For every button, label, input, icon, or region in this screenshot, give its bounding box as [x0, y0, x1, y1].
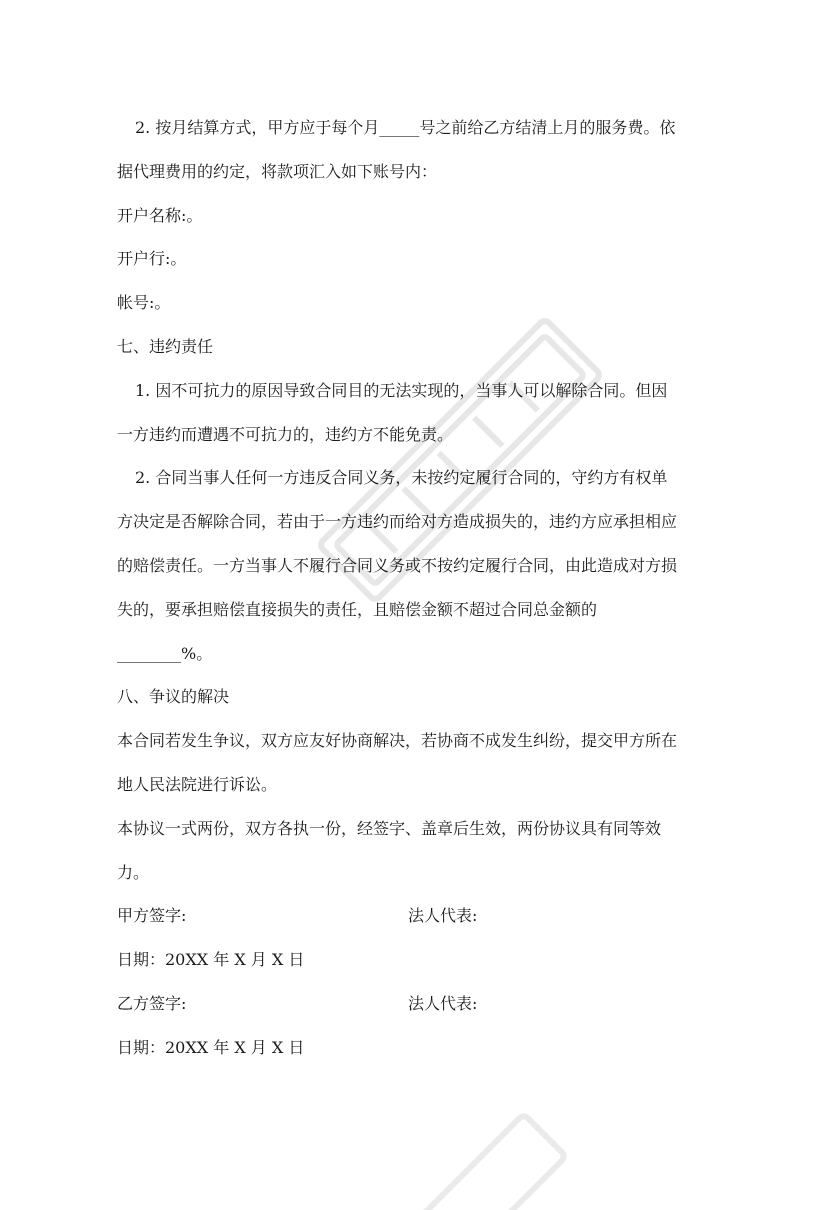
- party-b-sign-label: 乙方签字:: [117, 993, 187, 1013]
- watermark-logo-bottom: [330, 1090, 590, 1210]
- party-b-rep-label: 法人代表:: [408, 993, 478, 1013]
- sec6-item2-line2: 据代理费用的约定，将款项汇入如下账号内：: [117, 161, 438, 181]
- document-body: [117, 106, 717, 1070]
- account-number-field: 帐号:。: [117, 293, 171, 313]
- sec7-item2-line2: 方决定是否解除合同，若由于一方违约而给对方造成损失的，违约方应承担相应: [117, 512, 678, 532]
- party-a-sign-label: 甲方签字:: [117, 906, 187, 926]
- sec8-line1: 本合同若发生争议，双方应友好协商解决，若协商不成发生纠纷，提交甲方所在: [117, 731, 678, 751]
- sec8-line4: 力。: [117, 862, 150, 882]
- sec6-item2-line1: 2. 按月结算方式，甲方应于每个月_____号之前给乙方结清上月的服务费。依: [135, 118, 676, 137]
- sec7-item1-line1: 1. 因不可抗力的原因导致合同目的无法实现的，当事人可以解除合同。但因: [135, 380, 668, 400]
- sec7-item2-line4: 失的，要承担赔偿直接损失的责任，且赔偿金额不超过合同总金额的: [117, 599, 598, 619]
- party-a-date: 日期：20XX 年 X 月 X 日: [117, 950, 305, 970]
- party-a-rep-label: 法人代表:: [408, 906, 478, 926]
- sec7-item2-line1: 2. 合同当事人任何一方违反合同义务，未按约定履行合同的，守约方有权单: [135, 468, 668, 488]
- party-b-date: 日期：20XX 年 X 月 X 日: [117, 1037, 305, 1057]
- account-name-field: 开户名称:。: [117, 205, 203, 225]
- party-a-signature-row: [117, 894, 717, 938]
- sec8-line2: 地人民法院进行诉讼。: [117, 774, 278, 794]
- section-8-heading: 八、争议的解决: [117, 687, 230, 707]
- sec7-item1-line2: 一方违约而遭遇不可抗力的，违约方不能免责。: [117, 424, 454, 444]
- sec8-line3: 本协议一式两份，双方各执一份，经签字、盖章后生效，两份协议具有同等效: [117, 818, 662, 838]
- party-b-signature-row: [117, 982, 717, 1026]
- bank-field: 开户行:。: [117, 249, 187, 269]
- sec7-item2-line5: ________%。: [117, 643, 213, 663]
- section-7-heading: 七、违约责任: [117, 336, 214, 356]
- sec7-item2-line3: 的赔偿责任。一方当事人不履行合同义务或不按约定履行合同，由此造成对方损: [117, 555, 678, 575]
